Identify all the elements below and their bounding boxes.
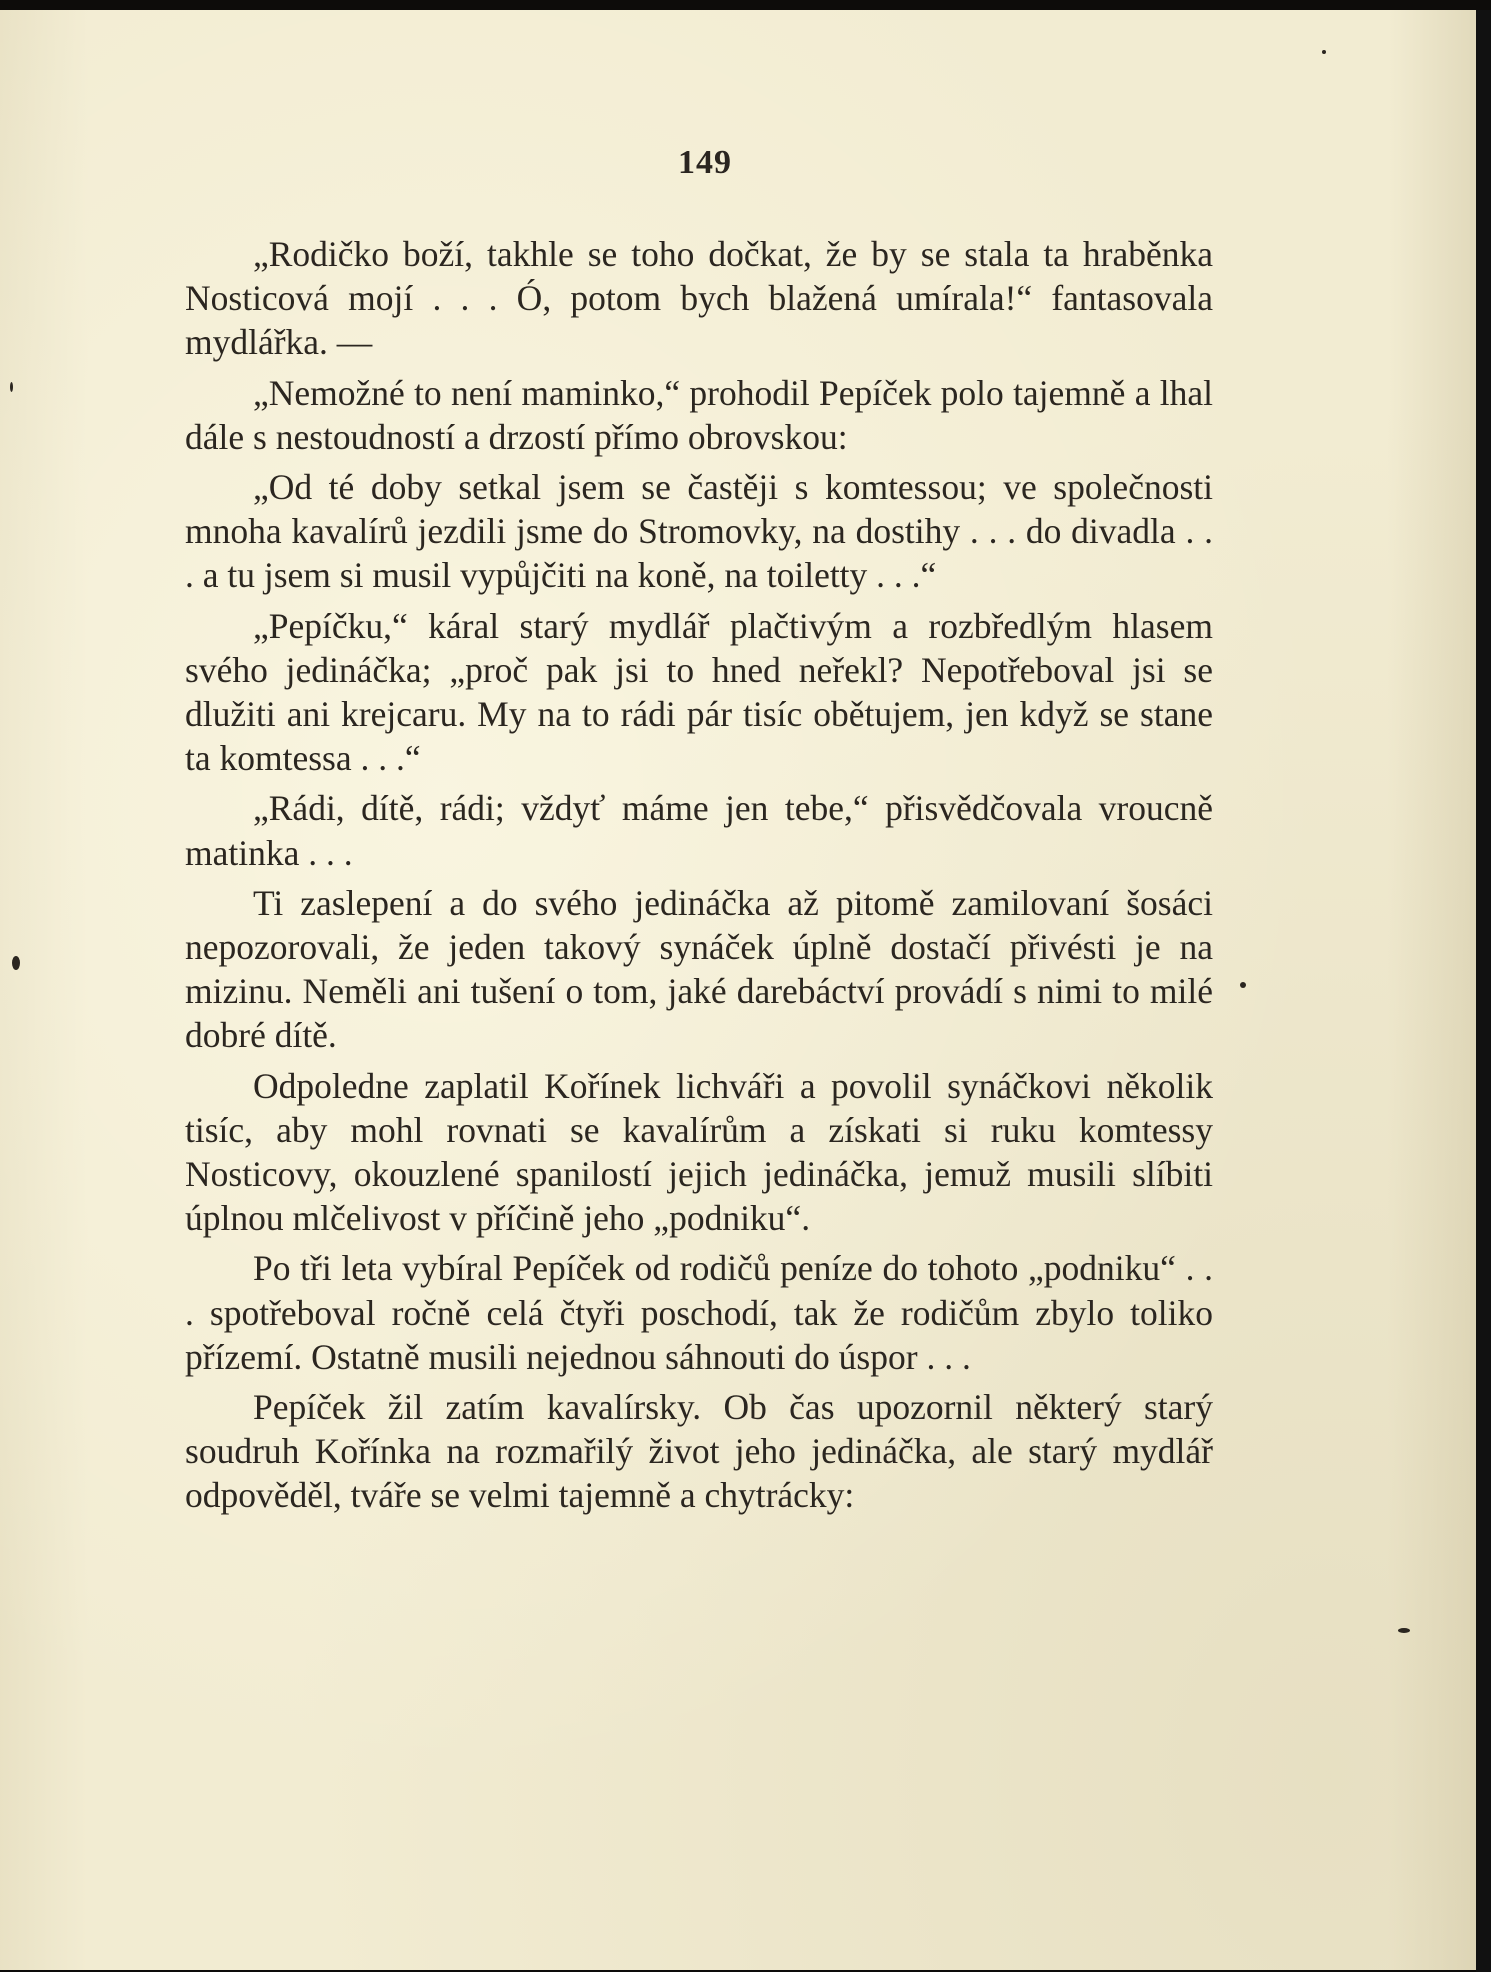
paragraph: Pepíček žil zatím kavalírsky. Ob čas upozornil některý starý soudruh Kořínka na rozmařilý život jeho jedináčka, ale starý mydlář odpověděl, tváře se velmi tajemně a chytrácky: — [185, 1387, 1213, 1516]
page-edge-shadow — [1476, 10, 1491, 1972]
paragraph: „Rádi, dítě, rádi; vždyť máme jen tebe,“ přisvědčovala vroucně matinka . . . — [185, 788, 1213, 873]
ink-speck — [10, 382, 13, 392]
ink-speck — [1240, 982, 1246, 988]
paragraph: „Pepíčku,“ káral starý mydlář plačtivým a rozbředlým hlasem svého jedináčka; „proč pak jsi to hned neřekl? Nepotřeboval jsi se dlužiti ani krejcaru. My na to rádi pár tisíc obětujem, jen když se stane ta komtessa . . .“ — [185, 605, 1213, 779]
paragraph: Po tři leta vybíral Pepíček od rodičů peníze do tohoto „podniku“ . . . spotřeboval ročně celá čtyři poschodí, tak že rodičům zbylo toliko přízemí. Ostatně musili nejednou sáhnouti do úspor . . . — [185, 1248, 1213, 1377]
ink-speck — [1398, 1628, 1410, 1633]
paragraph: Odpoledne zaplatil Kořínek lichváři a povolil synáčkovi několik tisíc, aby mohl rovnati se kavalírům a získati si ruku komtessy Nosticovy, okouzlené spanilostí jejich jedináčka, jemuž musili slíbiti úplnou mlčelivost v příčině jeho „podniku“. — [185, 1065, 1213, 1239]
page-number: 149 — [678, 144, 732, 181]
paragraph: „Nemožné to není maminko,“ prohodil Pepíček polo tajemně a lhal dále s nestoudností a drzostí přímo obrovskou: — [185, 372, 1213, 457]
ink-speck — [12, 956, 20, 970]
paragraph: „Od té doby setkal jsem se častěji s komtessou; ve společnosti mnoha kavalírů jezdili jsme do Stromovky, na dostihy . . . do divadla . . . a tu jsem si musil vypůjčiti na koně, na toiletty . . .“ — [185, 467, 1213, 596]
paragraph: „Rodičko boží, takhle se toho dočkat, že by se stala ta hraběnka Nosticová mojí . . . Ó, potom bych blažená umírala!“ fantasovala mydlářka. — — [185, 234, 1213, 363]
body-text — [185, 232, 1213, 1524]
paragraph: Ti zaslepení a do svého jedináčka až pitomě zamilovaní šosáci nepozorovali, že jeden takový synáček úplně dostačí přivésti je na mizinu. Neměli ani tušení o tom, jaké darebáctví provádí s nimi to milé dobré dítě. — [185, 882, 1213, 1056]
ink-speck — [1322, 50, 1326, 54]
book-page — [0, 10, 1476, 1970]
